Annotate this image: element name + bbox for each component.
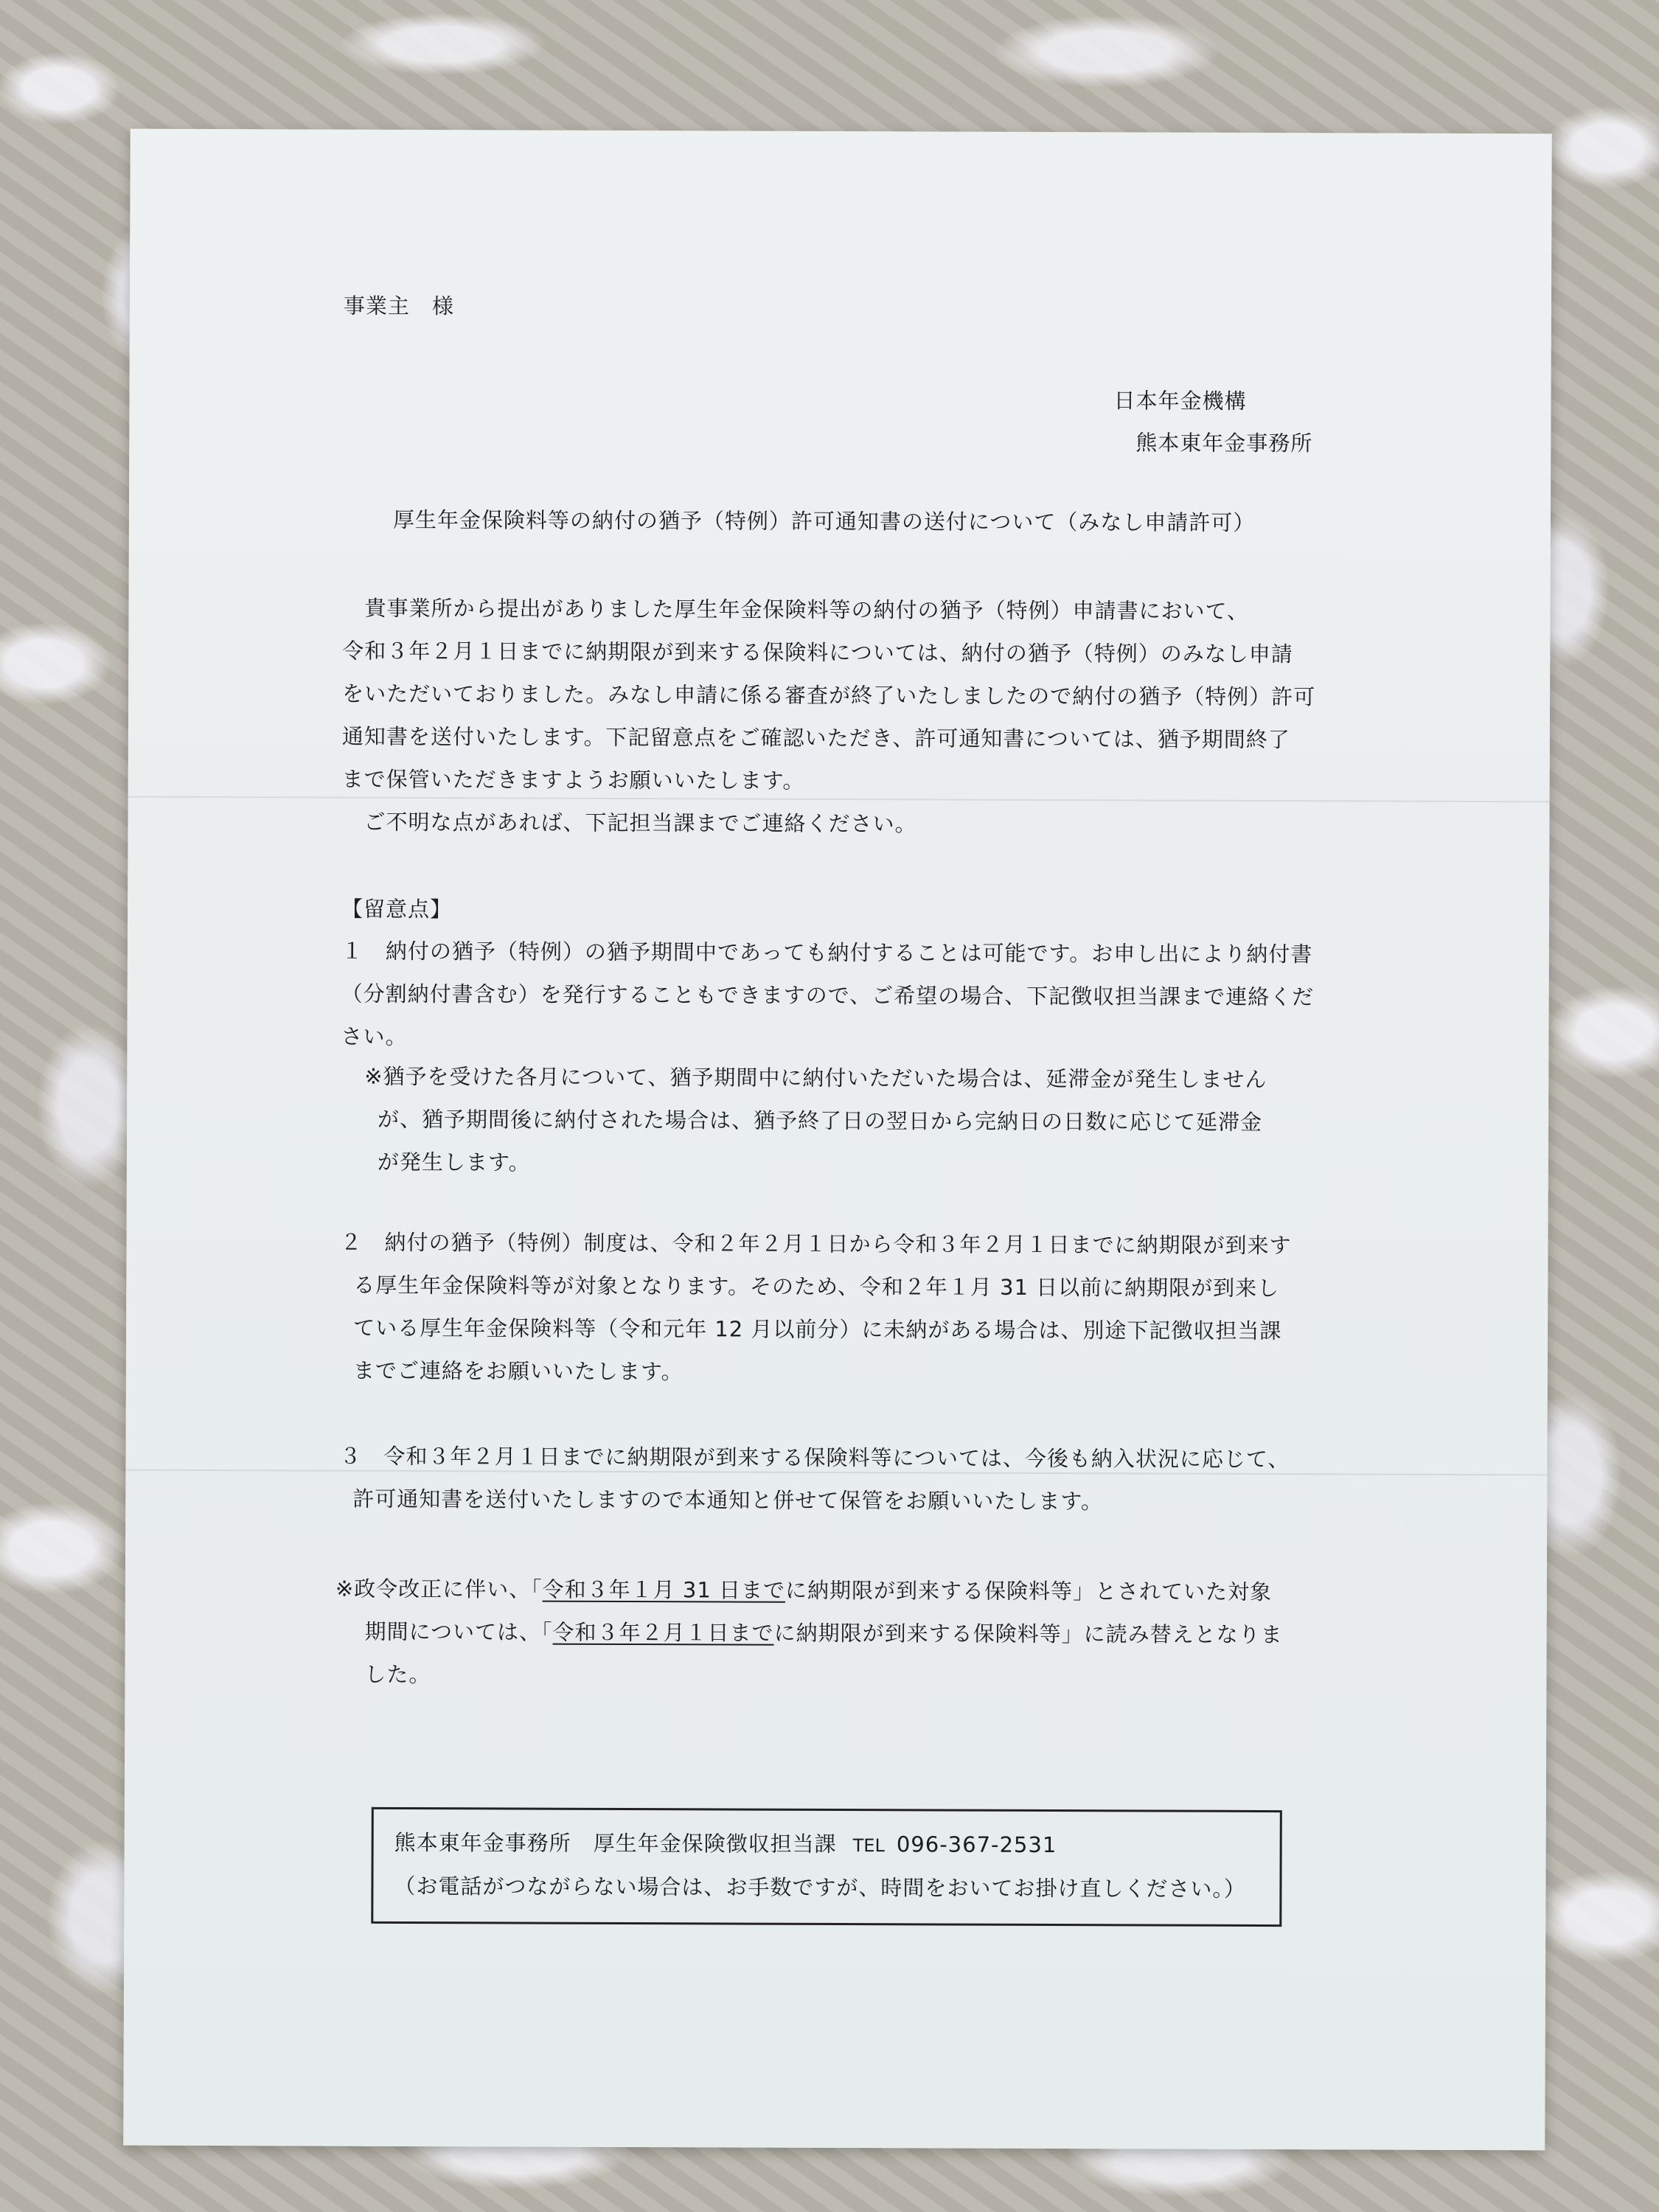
note-line: さい。 bbox=[341, 1023, 408, 1049]
notes-heading: 【留意点】 bbox=[341, 896, 453, 922]
note-3 bbox=[339, 1435, 1290, 1523]
letter-paper bbox=[123, 129, 1552, 2151]
note-line: １ 納付の猶予（特例）の猶予期間中であっても納付することは可能です。お申し出により納付書 bbox=[341, 938, 1313, 967]
tel-label: TEL bbox=[852, 1835, 885, 1857]
revision-line: した。 bbox=[364, 1661, 431, 1688]
note-line: までご連絡をお願いいたします。 bbox=[352, 1357, 684, 1385]
body-line: ご不明な点があれば、下記担当課までご連絡ください。 bbox=[341, 809, 917, 837]
letter-subject: 厚生年金保険料等の納付の猶予（特例）許可通知書の送付について（みなし申請許可） bbox=[392, 507, 1256, 535]
note-line: ※猶予を受けた各月について、猶予期間中に納付いただいた場合は、延滞金が発生しません bbox=[364, 1063, 1267, 1093]
note-line: ３ 令和３年２月１日までに納期限が到来する保険料等については、今後も納入状況に応じて、 bbox=[339, 1443, 1290, 1472]
note-1-remark bbox=[364, 1055, 1267, 1186]
note-line: （分割納付書含む）を発行することもできますので、ご希望の場合、下記徴収担当課まで連絡くだ bbox=[341, 981, 1315, 1010]
letter-body bbox=[341, 587, 1315, 847]
note-line: ２ 納付の猶予（特例）制度は、令和２年２月１日から令和３年２月１日までに納期限が到来す bbox=[340, 1229, 1292, 1259]
underlined-period: 令和３年１月 31 日まで bbox=[542, 1576, 786, 1603]
addressee: 事業主 様 bbox=[343, 293, 455, 319]
contact-line bbox=[394, 1821, 1057, 1868]
revision-text: ※政令改正に伴い、「 bbox=[335, 1576, 543, 1602]
note-1 bbox=[341, 930, 1314, 1062]
contact-box bbox=[371, 1807, 1282, 1927]
body-line: 令和３年２月１日までに納期限が到来する保険料については、納付の猶予（特例）のみなし申請 bbox=[342, 638, 1293, 667]
issuer-organization: 日本年金機構 bbox=[1113, 388, 1247, 414]
revision-line bbox=[335, 1610, 1283, 1656]
revision-text: に納期限が到来する保険料等」に読み替えとなりま bbox=[773, 1620, 1283, 1648]
body-line: をいただいておりました。みなし申請に係る審査が終了いたしましたので納付の猶予（特例）許可 bbox=[342, 681, 1316, 710]
note-line: が発生します。 bbox=[377, 1149, 531, 1175]
body-line: 通知書を送付いたします。下記留意点をご確認いただき、許可通知書については、猶予期間終了 bbox=[341, 723, 1290, 753]
revision-text: 期間については、「 bbox=[364, 1618, 553, 1645]
contact-note: （お電話がつながらない場合は、お手数ですが、時間をおいてお掛け直しください。） bbox=[394, 1873, 1247, 1902]
note-line: が、猶予期間後に納付された場合は、猶予終了日の翌日から完納日の日数に応じて延滞金 bbox=[378, 1106, 1263, 1135]
note-line: る厚生年金保険料等が対象となります。そのため、令和２年１月 31 日以前に納期限が到来し bbox=[353, 1272, 1280, 1301]
revision-text: に納期限が到来する保険料等」とされていた対象 bbox=[785, 1577, 1273, 1605]
revision-line bbox=[335, 1568, 1283, 1613]
body-line: 貴事業所から提出がありました厚生年金保険料等の納付の猶予（特例）申請書において、 bbox=[342, 595, 1249, 624]
issuer-office: 熊本東年金事務所 bbox=[1135, 430, 1313, 456]
contact-phone: 096-367-2531 bbox=[896, 1832, 1057, 1858]
note-line: ている厚生年金保険料等（令和元年 12 月以前分）に未納がある場合は、別途下記徴収担当課 bbox=[353, 1315, 1282, 1344]
underlined-period: 令和３年２月１日まで bbox=[552, 1619, 774, 1646]
revision-notice bbox=[335, 1568, 1283, 1699]
contact-office: 熊本東年金事務所 厚生年金保険徴収担当課 bbox=[394, 1829, 837, 1857]
note-2 bbox=[340, 1221, 1292, 1396]
note-line: 許可通知書を送付いたしますので本通知と併せて保管をお願いいたします。 bbox=[352, 1486, 1104, 1514]
body-line: まで保管いただきますようお願いいたします。 bbox=[341, 766, 805, 793]
